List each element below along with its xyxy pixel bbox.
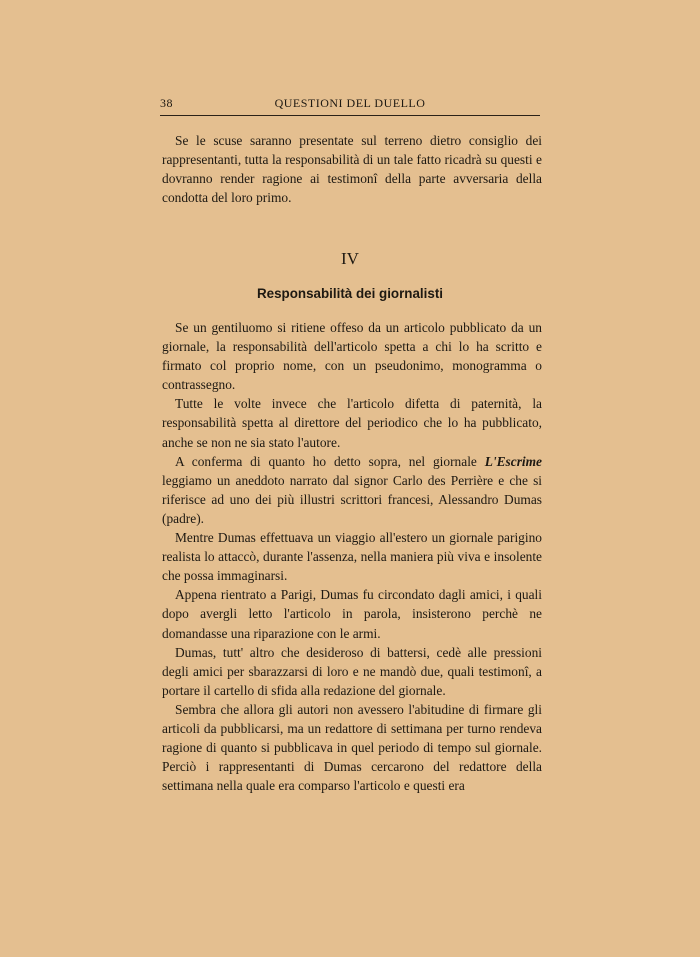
body-paragraph-5: Appena rientrato a Parigi, Dumas fu circondato dagli amici, i quali dopo avergli letto l'articolo in parola, insisterono perchè ne domandasse una riparazione con le armi. xyxy=(162,587,542,641)
running-header xyxy=(160,96,540,114)
body-paragraph-7: Sembra che allora gli autori non avessero l'abitudine di firmare gli articoli da pubblicarsi, ma un redattore di settimana per turno rendeva ragione di quanto si pubblicava in quel periodo di tempo sul giornale. Perciò i rappresentanti di Dumas cercarono del redattore della settimana nella quale era comparso l'articolo e questi era xyxy=(162,701,542,794)
journal-title: L'Escrime xyxy=(484,453,542,469)
chapter-number: IV xyxy=(341,249,359,268)
body-paragraph-6: Dumas, tutt' altro che desideroso di battersi, cedè alle pressioni degli amici per sbarazzarsi di loro e ne mandò due, quali testimonî, a portare il cartello di sfida alla redazione del giornale. xyxy=(162,644,542,698)
body-text xyxy=(162,318,542,795)
body-paragraph-3 xyxy=(162,452,542,528)
intro-paragraph: Se le scuse saranno presentate sul terreno dietro consiglio dei rappresentanti, tutta la responsabilità di un tale fatto ricadrà su questi e dovranno render ragione ai testimonî della parte avversaria della condotta del loro primo. xyxy=(162,133,542,206)
page-number: 38 xyxy=(160,96,173,110)
chapter-title: Responsabilità dei giornalisti xyxy=(256,286,444,301)
paragraph-3-lead: A conferma di quanto ho detto sopra, nel giornale xyxy=(175,453,485,469)
intro-block xyxy=(162,131,542,207)
running-title: QUESTIONI DEL DUELLO xyxy=(274,96,426,110)
body-paragraph-1: Se un gentiluomo si ritiene offeso da un articolo pubblicato da un giornale, la responsabilità dell'articolo spetta a chi lo ha scritto e firmato col proprio nome, con un pseudonimo, monogramma o contrassegno. xyxy=(162,320,542,393)
header-rule xyxy=(160,115,540,116)
body-paragraph-4: Mentre Dumas effettuava un viaggio all'estero un giornale parigino realista lo attaccò, durante l'assenza, nella maniera più viva e insolente che possa immaginarsi. xyxy=(162,530,542,584)
body-paragraph-2: Tutte le volte invece che l'articolo difetta di paternità, la responsabilità spetta al direttore del periodico che lo ha pubblicato, anche se non ne sia stato l'autore. xyxy=(162,396,542,450)
paragraph-3-rest: leggiamo un aneddoto narrato dal signor Carlo des Perrière e che si riferisce ad uno dei più illustri scrittori francesi, Alessandro Dumas (padre). xyxy=(162,472,542,526)
